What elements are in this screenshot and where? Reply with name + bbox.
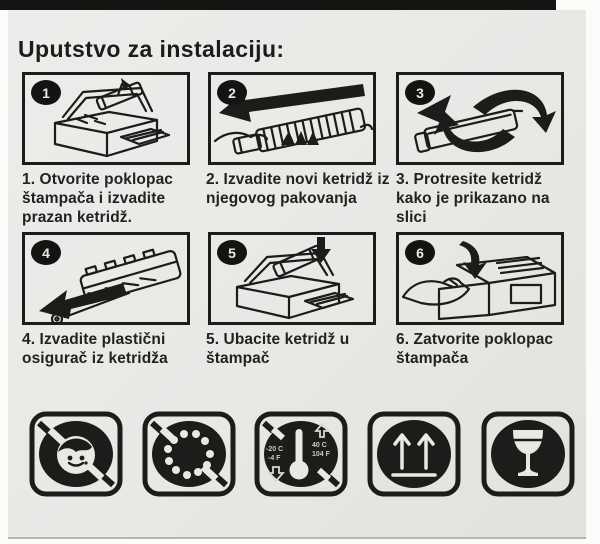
temp-min-fahrenheit: -4 F bbox=[268, 455, 281, 462]
keep-away-from-children-icon bbox=[28, 410, 124, 498]
step-number-badge: 2 bbox=[217, 80, 247, 105]
this-side-up-icon bbox=[366, 410, 462, 498]
step-panel-4 bbox=[22, 232, 190, 325]
step-panel-3 bbox=[396, 72, 564, 165]
step-caption-6: 6. Zatvorite poklopac štampača bbox=[396, 331, 554, 368]
temp-max-fahrenheit: 104 F bbox=[312, 451, 330, 458]
keep-away-from-light-icon bbox=[141, 410, 237, 498]
step-panel-2 bbox=[208, 72, 376, 165]
temperature-range-icon bbox=[253, 410, 349, 498]
step-caption-1: 1. Otvorite poklopac štampača i izvadite prazan ketridž. bbox=[22, 171, 174, 227]
temp-max-celsius: 40 C bbox=[312, 442, 327, 449]
step-number-badge: 5 bbox=[217, 240, 247, 265]
photo-edge-bar bbox=[0, 0, 556, 10]
fragile-icon bbox=[480, 410, 576, 498]
step-caption-3: 3. Protresite ketridž kako je prikazano na slici bbox=[396, 171, 550, 227]
step-caption-5: 5. Ubacite ketridž u štampač bbox=[206, 331, 350, 368]
step-number-badge: 4 bbox=[31, 240, 61, 265]
temp-min-celsius: -20 C bbox=[266, 446, 284, 453]
step-panel-6 bbox=[396, 232, 564, 325]
step-number-badge: 3 bbox=[405, 80, 435, 105]
step-panel-1 bbox=[22, 72, 190, 165]
page-title: Uputstvo za instalaciju: bbox=[18, 36, 285, 62]
step-panel-5 bbox=[208, 232, 376, 325]
step-caption-4: 4. Izvadite plastični osigurač iz ketridža bbox=[22, 331, 168, 368]
step-number-badge: 6 bbox=[405, 240, 435, 265]
step-caption-2: 2. Izvadite novi ketridž iz njegovog pakovanja bbox=[206, 171, 390, 208]
step-number-badge: 1 bbox=[31, 80, 61, 105]
instruction-sheet bbox=[8, 10, 586, 539]
